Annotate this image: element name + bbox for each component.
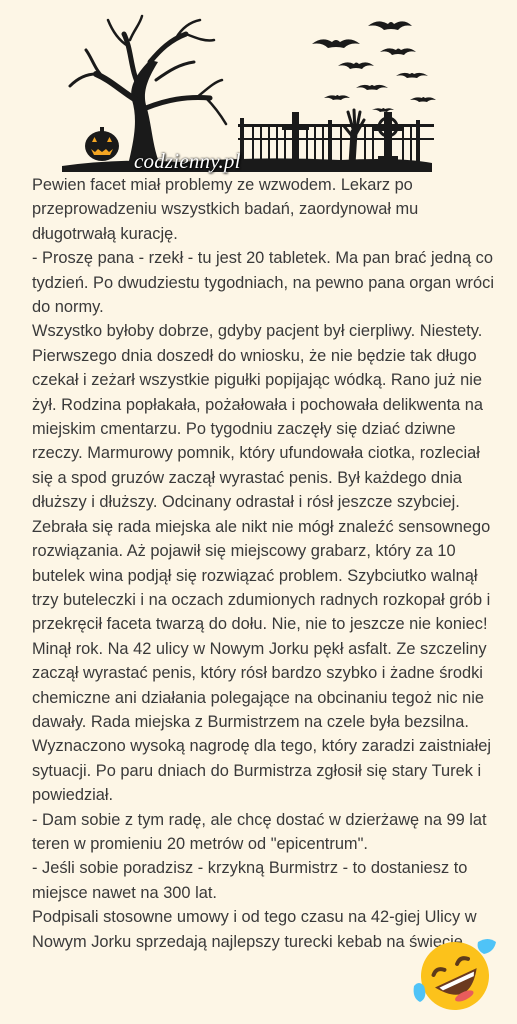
- bats-icon: [312, 21, 436, 112]
- ground: [62, 158, 432, 172]
- pumpkin-icon: [85, 127, 119, 161]
- cemetery-fence-icon: [238, 118, 434, 164]
- story-paragraph: Podpisali stosowne umowy i od tego czasu na 42-giej Ulicy w Nowym Jorku sprzedają najlepszy turecki kebab na świecie.: [32, 908, 477, 951]
- halloween-silhouette: [0, 0, 517, 178]
- header-illustration: [0, 0, 517, 178]
- story-paragraph: Wszystko byłoby dobrze, gdyby pacjent był cierpliwy. Niestety. Pierwszego dnia doszedł do wniosku, że nie będzie tak długo czekał i zeżarł wszystkie pigułki popijając wódką. Rano już nie żył. Rodzina popłakała, pożałowała i pochowała delikwenta na miejskim cmentarzu. Po tygodniu zaczęły się dziać dziwne rzeczy. Marmurowy pomnik, który ufundowała ciotka, rozleciał się a spod gruzów zaczął wyrastać penis. Był każdego dnia dłuższy i dłuższy. Odcinany odrastał i rósł jeszcze szybciej. Zebrała się rada miejska ale nikt nie mógł znaleźć sensownego rozwiązania. Aż pojawił się miejscowy grabarz, który za 10 butelek wina podjął się rozwiązać problem. Szybciutko walnął trzy buteleczki i na oczach zdumionych radnych rozkopał grób i przekręcił faceta twarzą do dołu. Nie, nie to jeszcze nie koniec! Minął rok. Na 42 ulicy w Nowym Jorku pękł asfalt. Ze szczeliny zaczął wyrastać penis, który rósł bardzo szybko i żadne środki chemiczne ani działania polegające na obcinaniu tegoż nic nie dawały. Rada miejska z Burmistrzem na czele była bezsilna. Wyznaczono wysoką nagrodę dla tego, który zaradzi zaistniałej sytuacji. Po paru dniach do Burmistrza zgłosił się stary Turek i powiedział.: [32, 322, 492, 805]
- story-paragraph: - Proszę pana - rzekł - tu jest 20 tabletek. Ma pan brać jedną co tydzień. Po dwudziestu tygodniach, na pewno pana organ wróci do normy.: [32, 249, 494, 317]
- story-paragraph: - Dam sobie z tym radę, ale chcę dostać w dzierżawę na 99 lat teren w promieniu 20 metrów od "epicentrum".: [32, 810, 487, 853]
- story-paragraph: Pewien facet miał problemy ze wzwodem. Lekarz po przeprowadzeniu wszystkich badań, zaordynował mu długotrwałą kurację.: [32, 176, 419, 243]
- site-logo: codziennу.pl: [134, 149, 241, 173]
- story-paragraph: - Jeśli sobie poradzisz - krzykną Burmistrz - to dostaniesz to miejsce nawet na 300 lat.: [32, 859, 468, 902]
- rolling-on-floor-laughing-icon: [410, 936, 500, 1016]
- story-text: [32, 173, 494, 954]
- zombie-hand-icon: [344, 110, 364, 164]
